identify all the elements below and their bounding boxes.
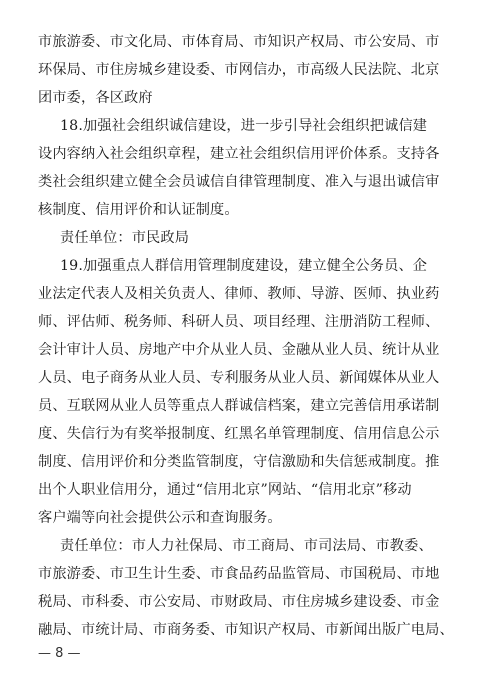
text-line: 市旅游委、市文化局、市体育局、市知识产权局、市公安局、市	[38, 34, 440, 50]
text-line: 人员、电子商务从业人员、专利服务从业人员、新闻媒体从业人	[38, 370, 440, 386]
text-line: 税局、市科委、市公安局、市财政局、市住房城乡建设委、市金	[38, 594, 440, 610]
text-line: 会计审计人员、房地产中介从业人员、金融从业人员、统计从业	[38, 342, 440, 358]
page-number: — 8 —	[38, 646, 81, 661]
text-line: 19.加强重点人群信用管理制度建设，建立健全公务员、企	[60, 258, 428, 274]
text-line: 度、失信行为有奖举报制度、红黑名单管理制度、信用信息公示	[38, 426, 440, 442]
text-line: 出个人职业信用分，通过“信用北京”网站、“信用北京”移动	[38, 482, 412, 498]
text-line: 市旅游委、市卫生计生委、市食品药品监管局、市国税局、市地	[38, 566, 440, 582]
text-line: 业法定代表人及相关负责人、律师、教师、导游、医师、执业药	[38, 286, 440, 302]
text-line: 融局、市统计局、市商务委、市知识产权局、市新闻出版广电局、	[38, 622, 454, 638]
text-line: 团市委，各区政府	[38, 90, 153, 106]
text-line: 客户端等向社会提供公示和查询服务。	[38, 510, 282, 526]
text-line: 环保局、市住房城乡建设委、市网信办，市高级人民法院、北京	[38, 62, 440, 78]
text-line: 师、评估师、税务师、科研人员、项目经理、注册消防工程师、	[38, 314, 440, 330]
text-line: 员、互联网从业人员等重点人群诚信档案，建立完善信用承诺制	[38, 398, 440, 414]
text-line: 设内容纳入社会组织章程，建立社会组织信用评价体系。支持各	[38, 146, 440, 162]
text-line: 核制度、信用评价和认证制度。	[38, 202, 239, 218]
text-line: 18.加强社会组织诚信建设，进一步引导社会组织把诚信建	[60, 118, 428, 134]
responsible-unit: 责任单位：市民政局	[60, 230, 190, 246]
text-line: 类社会组织建立健全会员诚信自律管理制度、准入与退出诚信审	[38, 174, 440, 190]
text-line: 制度、信用评价和分类监管制度，守信激励和失信惩戒制度。推	[38, 454, 440, 470]
responsible-unit: 责任单位：市人力社保局、市工商局、市司法局、市教委、	[60, 538, 433, 554]
